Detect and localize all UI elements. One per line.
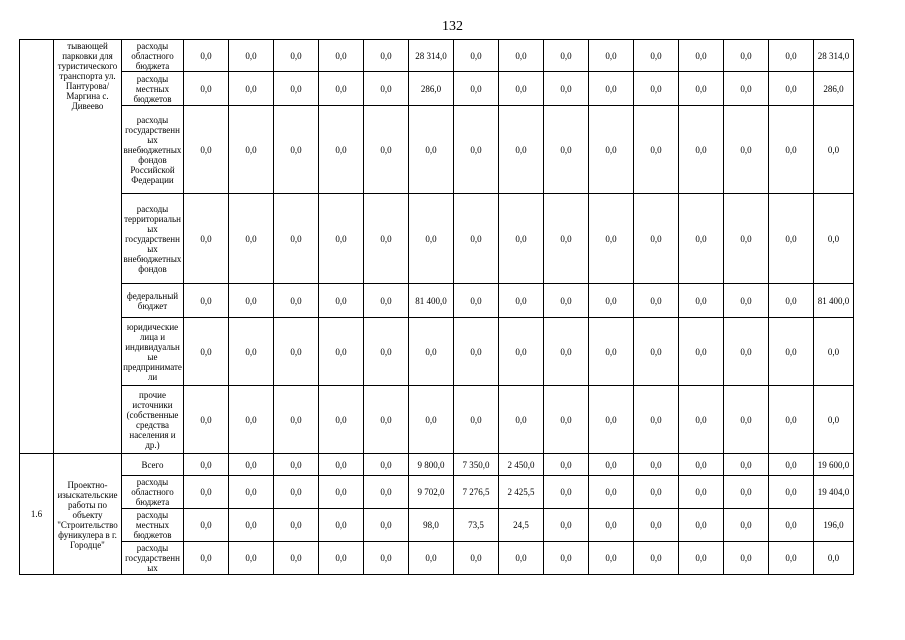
value-cell: 0,0: [724, 318, 769, 386]
total-value-cell: 19 404,0: [814, 476, 854, 509]
value-cell: 2 425,5: [499, 476, 544, 509]
value-cell: 0,0: [724, 284, 769, 318]
value-cell: 0,0: [544, 318, 589, 386]
value-cell: 0,0: [454, 194, 499, 284]
value-cell: 0,0: [274, 72, 319, 106]
value-cell: 0,0: [769, 72, 814, 106]
value-cell: 0,0: [499, 542, 544, 575]
total-value-cell: 0,0: [814, 542, 854, 575]
value-cell: 0,0: [589, 542, 634, 575]
value-cell: 0,0: [544, 386, 589, 454]
value-cell: 0,0: [319, 194, 364, 284]
value-cell: 0,0: [679, 542, 724, 575]
value-cell: 0,0: [364, 454, 409, 476]
funding-source-cell: расходы государственных: [122, 542, 184, 575]
total-value-cell: 28 314,0: [814, 40, 854, 72]
value-cell: 0,0: [769, 509, 814, 542]
value-cell: 0,0: [634, 476, 679, 509]
value-cell: 0,0: [364, 106, 409, 194]
funding-source-cell: расходы областного бюджета: [122, 40, 184, 72]
total-value-cell: 0,0: [814, 194, 854, 284]
value-cell: 0,0: [634, 509, 679, 542]
row-index-cell: [20, 40, 54, 454]
value-cell: 0,0: [184, 386, 229, 454]
value-cell: 0,0: [454, 386, 499, 454]
value-cell: 0,0: [724, 40, 769, 72]
value-cell: 0,0: [499, 40, 544, 72]
value-cell: 0,0: [544, 194, 589, 284]
value-cell: 0,0: [229, 386, 274, 454]
value-cell: 0,0: [274, 106, 319, 194]
value-cell: 2 450,0: [499, 454, 544, 476]
funding-source-cell: прочие источники (собственные средства населения и др.): [122, 386, 184, 454]
value-cell: 0,0: [589, 386, 634, 454]
value-cell: 0,0: [364, 194, 409, 284]
value-cell: 0,0: [544, 476, 589, 509]
value-cell: 0,0: [319, 509, 364, 542]
value-cell: 0,0: [319, 542, 364, 575]
value-cell: 0,0: [589, 284, 634, 318]
table-row: [20, 40, 854, 72]
value-cell: 0,0: [499, 318, 544, 386]
value-cell: 0,0: [589, 106, 634, 194]
funding-source-cell: Всего: [122, 454, 184, 476]
value-cell: 0,0: [679, 72, 724, 106]
value-cell: 0,0: [184, 72, 229, 106]
value-cell: 0,0: [544, 542, 589, 575]
value-cell: 98,0: [409, 509, 454, 542]
funding-source-cell: федеральный бюджет: [122, 284, 184, 318]
value-cell: 0,0: [679, 40, 724, 72]
value-cell: 0,0: [229, 509, 274, 542]
funding-source-cell: расходы местных бюджетов: [122, 509, 184, 542]
value-cell: 0,0: [634, 72, 679, 106]
value-cell: 0,0: [544, 284, 589, 318]
value-cell: 0,0: [274, 509, 319, 542]
value-cell: 0,0: [589, 318, 634, 386]
funding-source-cell: расходы областного бюджета: [122, 476, 184, 509]
value-cell: 0,0: [724, 454, 769, 476]
value-cell: 0,0: [544, 509, 589, 542]
value-cell: 0,0: [724, 106, 769, 194]
value-cell: 0,0: [184, 284, 229, 318]
value-cell: 0,0: [364, 40, 409, 72]
table-row: [20, 194, 854, 284]
value-cell: 0,0: [679, 454, 724, 476]
value-cell: 0,0: [319, 318, 364, 386]
value-cell: 0,0: [409, 542, 454, 575]
value-cell: 0,0: [229, 454, 274, 476]
value-cell: 0,0: [319, 476, 364, 509]
funding-source-cell: расходы государственных внебюджетных фондов Российской Федерации: [122, 106, 184, 194]
value-cell: 0,0: [589, 194, 634, 284]
funding-source-cell: расходы территориальных государственных внебюджетных фондов: [122, 194, 184, 284]
value-cell: 0,0: [274, 40, 319, 72]
value-cell: 0,0: [769, 284, 814, 318]
value-cell: 28 314,0: [409, 40, 454, 72]
value-cell: 0,0: [634, 284, 679, 318]
value-cell: 0,0: [589, 40, 634, 72]
value-cell: 0,0: [409, 194, 454, 284]
value-cell: 0,0: [679, 386, 724, 454]
value-cell: 0,0: [184, 542, 229, 575]
value-cell: 0,0: [409, 386, 454, 454]
value-cell: 0,0: [454, 542, 499, 575]
total-value-cell: 0,0: [814, 386, 854, 454]
value-cell: 0,0: [634, 106, 679, 194]
value-cell: 7 276,5: [454, 476, 499, 509]
total-value-cell: 0,0: [814, 318, 854, 386]
funding-source-cell: юридические лица и индивидуальные предприниматели: [122, 318, 184, 386]
value-cell: 0,0: [544, 72, 589, 106]
value-cell: 0,0: [544, 40, 589, 72]
value-cell: 0,0: [544, 106, 589, 194]
value-cell: 0,0: [274, 542, 319, 575]
value-cell: 0,0: [724, 386, 769, 454]
value-cell: 0,0: [229, 318, 274, 386]
page-number: 132: [442, 19, 463, 34]
table-row: [20, 284, 854, 318]
value-cell: 0,0: [364, 72, 409, 106]
table-row: [20, 454, 854, 476]
value-cell: 0,0: [229, 106, 274, 194]
table-row: [20, 476, 854, 509]
total-value-cell: 81 400,0: [814, 284, 854, 318]
value-cell: 0,0: [364, 509, 409, 542]
value-cell: 0,0: [769, 386, 814, 454]
value-cell: 0,0: [724, 72, 769, 106]
value-cell: 0,0: [499, 284, 544, 318]
value-cell: 0,0: [274, 454, 319, 476]
value-cell: 0,0: [454, 284, 499, 318]
value-cell: 0,0: [319, 454, 364, 476]
total-value-cell: 0,0: [814, 106, 854, 194]
value-cell: 0,0: [364, 542, 409, 575]
value-cell: 9 800,0: [409, 454, 454, 476]
value-cell: 0,0: [634, 386, 679, 454]
value-cell: 0,0: [769, 542, 814, 575]
value-cell: 0,0: [634, 40, 679, 72]
value-cell: 7 350,0: [454, 454, 499, 476]
value-cell: 0,0: [769, 476, 814, 509]
value-cell: 0,0: [229, 72, 274, 106]
value-cell: 0,0: [679, 318, 724, 386]
value-cell: 0,0: [274, 386, 319, 454]
value-cell: 0,0: [454, 40, 499, 72]
value-cell: 0,0: [634, 318, 679, 386]
value-cell: 81 400,0: [409, 284, 454, 318]
value-cell: 0,0: [364, 318, 409, 386]
value-cell: 0,0: [319, 284, 364, 318]
value-cell: 0,0: [499, 194, 544, 284]
value-cell: 0,0: [499, 72, 544, 106]
table-row: [20, 542, 854, 575]
value-cell: 0,0: [184, 509, 229, 542]
value-cell: 0,0: [769, 454, 814, 476]
value-cell: 0,0: [634, 454, 679, 476]
value-cell: 0,0: [184, 194, 229, 284]
value-cell: 0,0: [184, 476, 229, 509]
value-cell: 0,0: [229, 284, 274, 318]
value-cell: 0,0: [589, 509, 634, 542]
table-row: [20, 509, 854, 542]
value-cell: 0,0: [364, 476, 409, 509]
table-row: [20, 318, 854, 386]
value-cell: 0,0: [409, 106, 454, 194]
value-cell: 0,0: [544, 454, 589, 476]
value-cell: 0,0: [769, 106, 814, 194]
value-cell: 0,0: [679, 106, 724, 194]
value-cell: 0,0: [319, 106, 364, 194]
value-cell: 0,0: [499, 386, 544, 454]
value-cell: 0,0: [589, 476, 634, 509]
value-cell: 0,0: [184, 318, 229, 386]
value-cell: 0,0: [319, 386, 364, 454]
value-cell: 286,0: [409, 72, 454, 106]
value-cell: 0,0: [229, 40, 274, 72]
value-cell: 0,0: [229, 194, 274, 284]
value-cell: 0,0: [679, 194, 724, 284]
value-cell: 0,0: [364, 386, 409, 454]
value-cell: 24,5: [499, 509, 544, 542]
value-cell: 0,0: [679, 509, 724, 542]
value-cell: 0,0: [409, 318, 454, 386]
budget-table: [19, 39, 854, 575]
table-row: [20, 72, 854, 106]
value-cell: 0,0: [274, 476, 319, 509]
value-cell: 0,0: [769, 40, 814, 72]
value-cell: 0,0: [679, 284, 724, 318]
value-cell: 0,0: [229, 542, 274, 575]
value-cell: 0,0: [184, 454, 229, 476]
value-cell: 0,0: [364, 284, 409, 318]
value-cell: 0,0: [274, 284, 319, 318]
value-cell: 0,0: [679, 476, 724, 509]
value-cell: 0,0: [769, 318, 814, 386]
value-cell: 0,0: [724, 542, 769, 575]
total-value-cell: 286,0: [814, 72, 854, 106]
value-cell: 0,0: [499, 106, 544, 194]
table-row: [20, 386, 854, 454]
value-cell: 0,0: [589, 454, 634, 476]
value-cell: 0,0: [724, 194, 769, 284]
value-cell: 0,0: [454, 318, 499, 386]
table-row: [20, 106, 854, 194]
value-cell: 0,0: [229, 476, 274, 509]
value-cell: 0,0: [634, 542, 679, 575]
object-name-cell: Проектно-изыскательские работы по объекту "Строительство фуникулера в г. Городце": [54, 454, 122, 575]
value-cell: 0,0: [589, 72, 634, 106]
value-cell: 0,0: [184, 106, 229, 194]
value-cell: 0,0: [724, 476, 769, 509]
value-cell: 0,0: [274, 318, 319, 386]
value-cell: 0,0: [319, 72, 364, 106]
row-index-cell: 1.6: [20, 454, 54, 575]
value-cell: 0,0: [454, 72, 499, 106]
object-name-cell: тывающей парковки для туристического транспорта ул. Пантурова/Маргина с. Дивеево: [54, 40, 122, 454]
value-cell: 0,0: [319, 40, 364, 72]
total-value-cell: 196,0: [814, 509, 854, 542]
value-cell: 0,0: [274, 194, 319, 284]
value-cell: 0,0: [454, 106, 499, 194]
funding-source-cell: расходы местных бюджетов: [122, 72, 184, 106]
value-cell: 9 702,0: [409, 476, 454, 509]
value-cell: 0,0: [769, 194, 814, 284]
value-cell: 0,0: [634, 194, 679, 284]
total-value-cell: 19 600,0: [814, 454, 854, 476]
value-cell: 73,5: [454, 509, 499, 542]
value-cell: 0,0: [184, 40, 229, 72]
value-cell: 0,0: [724, 509, 769, 542]
